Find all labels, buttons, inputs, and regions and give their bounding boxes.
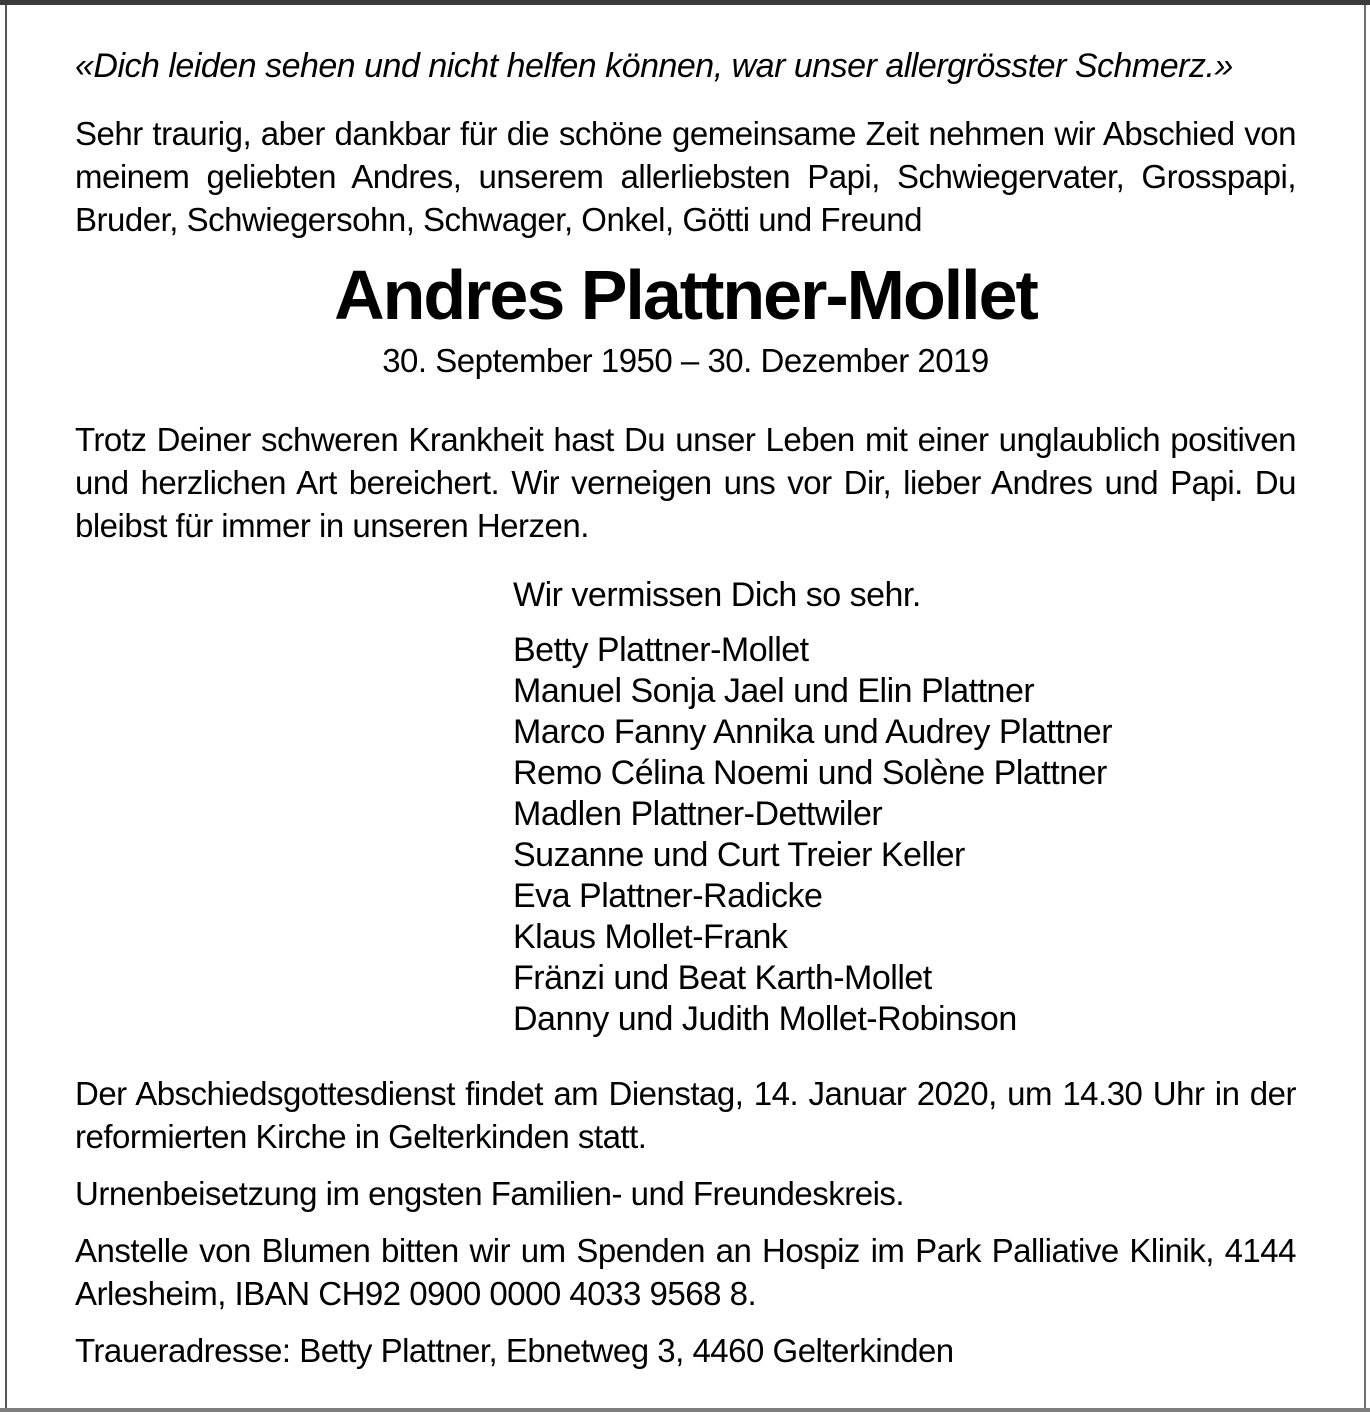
mourning-address: Traueradresse: Betty Plattner, Ebnetweg 3, 4460 Gelterkinden xyxy=(75,1332,954,1369)
notice-border-bottom xyxy=(0,1408,1370,1412)
mourner-item: Danny und Judith Mollet-Robinson xyxy=(513,1000,1017,1038)
life-dates: 30. September 1950 – 30. Dezember 2019 xyxy=(382,342,989,379)
mourners-list xyxy=(513,630,1296,1040)
mourner-item: Suzanne und Curt Treier Keller xyxy=(513,836,965,874)
mourner-item: Betty Plattner-Mollet xyxy=(513,631,809,669)
tribute-paragraph: Trotz Deiner schweren Krankheit hast Du unser Leben mit einer unglaublich positiven und herzlichen Art bereichert. Wir verneigen uns vor Dir, lieber Andres und Papi. Du bleibst für immer in unseren Herzen. xyxy=(75,421,1296,544)
mourner-item: Madlen Plattner-Dettwiler xyxy=(513,795,883,833)
mourner-item: Fränzi und Beat Karth-Mollet xyxy=(513,959,932,997)
mourners-block xyxy=(513,575,1296,1040)
notice-content xyxy=(7,5,1364,1372)
deceased-name-title: Andres Plattner-Mollet xyxy=(334,256,1037,334)
mourner-item: Klaus Mollet-Frank xyxy=(513,918,788,956)
burial-paragraph: Urnenbeisetzung im engsten Familien- und Freundeskreis. xyxy=(75,1175,905,1212)
notice-border-right xyxy=(1364,5,1366,1408)
missing-sentence: Wir vermissen Dich so sehr. xyxy=(513,576,921,614)
mourner-item: Remo Célina Noemi und Solène Plattner xyxy=(513,754,1107,792)
mourner-item: Eva Plattner-Radicke xyxy=(513,877,823,915)
intro-paragraph: Sehr traurig, aber dankbar für die schöne gemeinsame Zeit nehmen wir Abschied von meinem geliebten Andres, unserem allerliebsten Papi, Schwiegervater, Grosspapi, Bruder, Schwiegersohn, Schwager, Onkel, Götti und Freund xyxy=(75,115,1296,238)
mourner-item: Marco Fanny Annika und Audrey Plattner xyxy=(513,713,1113,751)
epigraph-quote: «Dich leiden sehen und nicht helfen können, war unser allergrösster Schmerz.» xyxy=(75,47,1233,85)
service-paragraph: Der Abschiedsgottesdienst findet am Dienstag, 14. Januar 2020, um 14.30 Uhr in der reformierten Kirche in Gelterkinden statt. xyxy=(75,1075,1296,1155)
mourner-item: Manuel Sonja Jael und Elin Plattner xyxy=(513,672,1035,710)
donations-paragraph: Anstelle von Blumen bitten wir um Spenden an Hospiz im Park Palliative Klinik, 4144 Arlesheim, IBAN CH92 0900 0000 4033 9568 8. xyxy=(75,1232,1296,1312)
